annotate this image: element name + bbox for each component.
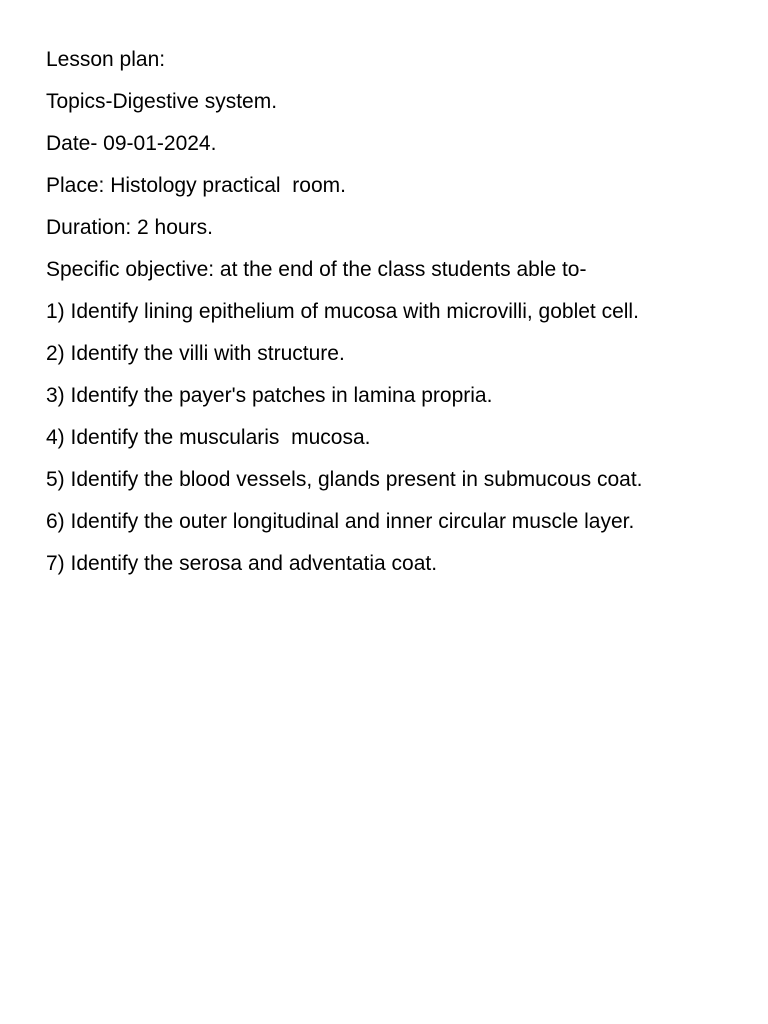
objective-item-7: 7) Identify the serosa and adventatia coat. [46,552,438,575]
place-line: Place: Histology practical room. [46,174,346,197]
objective-item-4: 4) Identify the muscularis mucosa. [46,426,371,449]
lesson-plan-content [46,44,736,590]
topics-line: Topics-Digestive system. [46,90,278,113]
objective-item-2: 2) Identify the villi with structure. [46,342,345,365]
objective-item-1: 1) Identify lining epithelium of mucosa with microvilli, goblet cell. [46,300,639,323]
specific-objective-line: Specific objective: at the end of the class students able to- [46,258,587,281]
objective-item-5: 5) Identify the blood vessels, glands present in submucous coat. [46,468,643,491]
objective-item-6: 6) Identify the outer longitudinal and inner circular muscle layer. [46,510,635,533]
lesson-plan-heading: Lesson plan: [46,48,166,71]
date-line: Date- 09-01-2024. [46,132,217,155]
objective-item-3: 3) Identify the payer's patches in lamina propria. [46,384,493,407]
duration-line: Duration: 2 hours. [46,216,213,239]
